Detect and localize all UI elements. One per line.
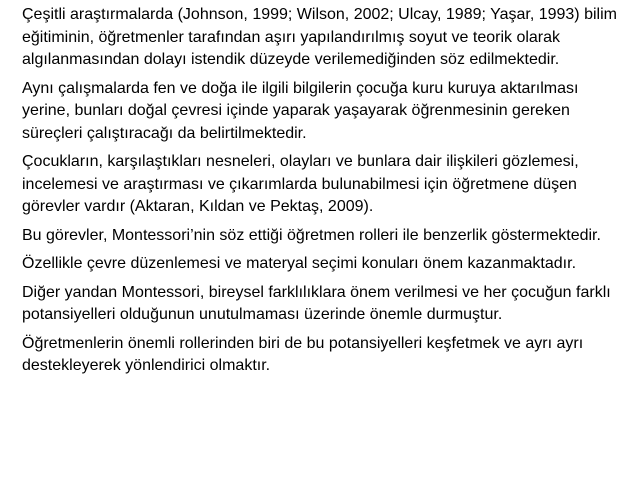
paragraph-3: Çocukların, karşılaştıkları nesneleri, olayları ve bunlara dair ilişkileri gözlemesi, incelemesi ve araştırması ve çıkarımlarda bulunabilmesi için öğretmene düşen görevler vardır (Aktaran, Kıldan ve Pektaş, 2009). (22, 153, 579, 215)
paragraph-5: Özellikle çevre düzenlemesi ve materyal seçimi konuları önem kazanmaktadır. (22, 255, 577, 272)
paragraph-6: Diğer yandan Montessori, bireysel farklılıklara önem verilmesi ve her çocuğun farklı potansiyelleri olduğunun unutulmaması üzerinde önemle durmuştur. (22, 283, 611, 323)
paragraph-4: Bu görevler, Montessori’nin söz ettiği öğretmen rolleri ile benzerlik göstermektedir. (22, 226, 601, 244)
paragraph-1: Çeşitli araştırmalarda (Johnson, 1999; Wilson, 2002; Ulcay, 1989; Yaşar, 1993) bilim eğitiminin, öğretmenler tarafından aşırı yapılandırılmış soyut ve teorik olarak algılanmasından dolayı istendik düzeyde verilemediğinden söz edilmektedir. (22, 6, 617, 68)
paragraph-2: Aynı çalışmalarda fen ve doğa ile ilgili bilgilerin çocuğa kuru kuruya aktarılması yerine, bunları doğal çevresi içinde yaparak yaşayarak öğrenmesinin gereken süreçleri çalıştıracağı da belirtilmektedir. (22, 79, 579, 142)
paragraph-7: Öğretmenlerin önemli rollerinden biri de bu potansiyelleri keşfetmek ve ayrı ayrı destekleyerek yönlendirici olmaktır. (22, 334, 584, 374)
